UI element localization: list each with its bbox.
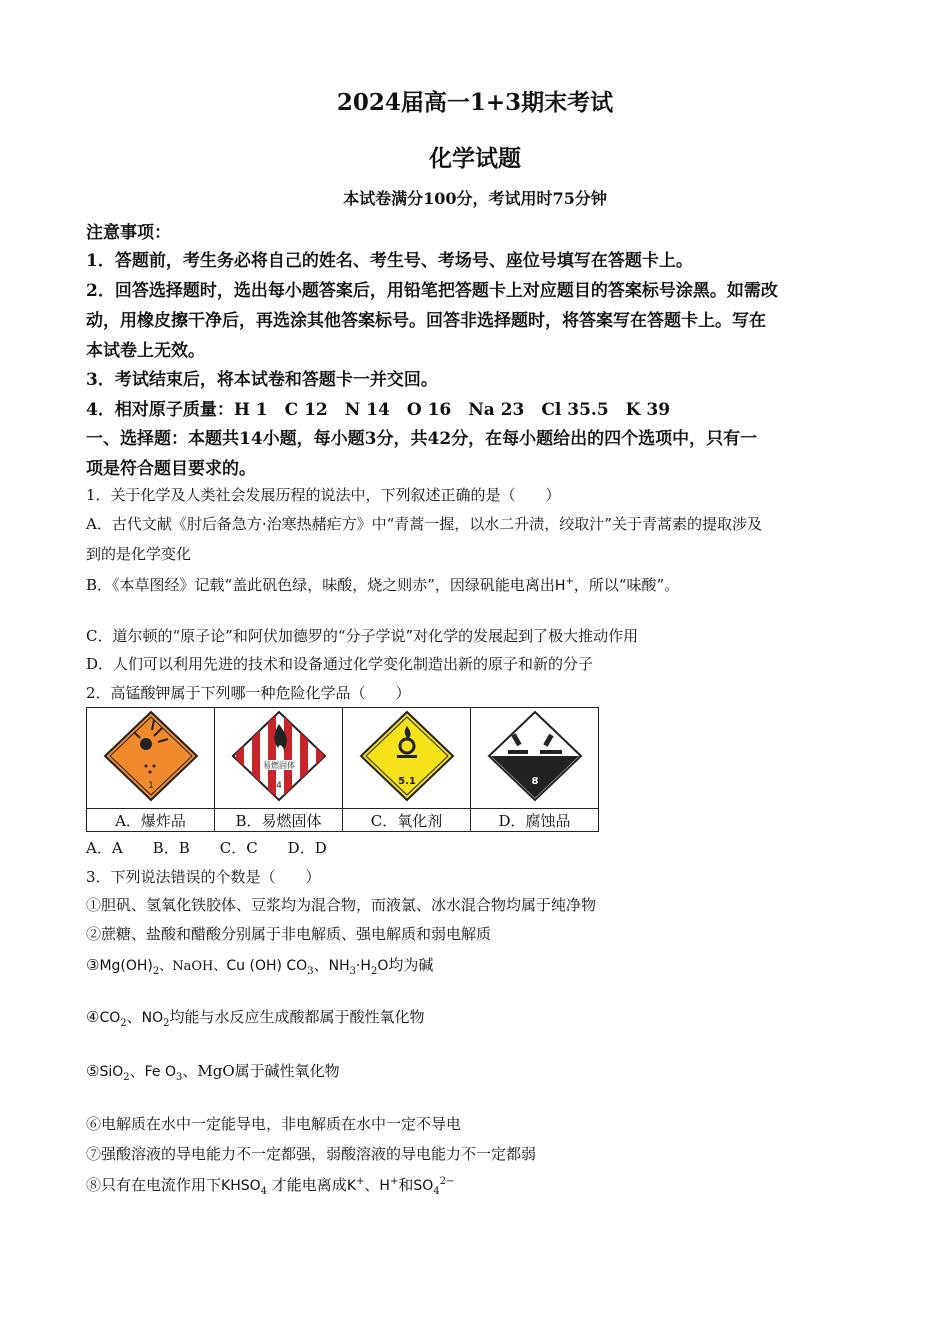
- q3-statement-5: ⑤SiO$_2$、Fe $O_3$、MgO属于碱性氧化物: [86, 1062, 340, 1083]
- svg-text:4: 4: [275, 781, 282, 791]
- formula-no2: NO: [141, 1010, 164, 1026]
- note-1: 1．答题前，考生务必将自己的姓名、考生号、考场号、座位号填写在答题卡上。: [86, 251, 693, 271]
- note-3: 3．考试结束后，将本试卷和答题卡一并交回。: [86, 370, 438, 390]
- s3-end: 均为碱: [388, 956, 434, 974]
- q3-statement-7: ⑦强酸溶液的导电能力不一定都强，弱酸溶液的导电能力不一定都弱: [86, 1145, 537, 1163]
- s3-mid1: 、NaOH、: [159, 959, 227, 974]
- q1-option-a-1: A．古代文献《肘后备急方·治寒热赭疟方》中“青蒿一握，以水二升渍，绞取汁”关于青蒿素的提取涉及: [86, 515, 762, 533]
- caption-c: C．氧化剂: [343, 809, 471, 832]
- formula-cu2oh2co3: Cu (OH) CO: [226, 958, 308, 974]
- q3-statement-2: ②蔗糖、盐酸和醋酸分别属于非电解质、强电解质和弱电解质: [86, 925, 492, 943]
- s8-pre: ⑧只有在电流作用下: [86, 1176, 222, 1194]
- flammable-icon: [224, 708, 334, 804]
- caption-d: D．腐蚀品: [471, 809, 599, 832]
- oxidizer-sign: [343, 708, 471, 809]
- q1-b-tail: ，所以“味酸”。: [573, 576, 680, 594]
- q3-statement-6: ⑥电解质在水中一定能导电，非电解质在水中一定不导电: [86, 1115, 462, 1133]
- explosive-sign: [87, 708, 215, 809]
- q1-option-b: B．《本草图经》记载“盖此矾色绿，味酸，烧之则赤”，因绿矾能电离出H+，所以“味酸”。: [86, 576, 680, 594]
- q3-statement-8: ⑧只有在电流作用下$KHSO_4$ 才能电离成K+、H+和$SO_4^{2-}$: [86, 1176, 455, 1197]
- s8-mid: 才能电离成: [271, 1176, 347, 1194]
- formula-fe2o3: Fe O: [144, 1064, 177, 1080]
- h-ion-2: H: [379, 1178, 390, 1194]
- section1-b: 项是符合题目要求的。: [86, 459, 256, 479]
- caption-a: A．爆炸品: [87, 809, 215, 832]
- notes-heading: 注意事项：: [86, 223, 171, 243]
- q1-option-a-2: 到的是化学变化: [86, 545, 192, 563]
- note-2a: 2．回答选择题时，选出每小题答案后，用铅笔把答题卡上对应题目的答案标号涂黑。如需改: [86, 281, 778, 301]
- section1-a: 一、选择题：本题共14小题，每小题3分，共42分，在每小题给出的四个选项中，只有一: [86, 429, 758, 449]
- oxidizer-icon: [352, 708, 462, 804]
- q2-stem: 2．高锰酸钾属于下列哪一种危险化学品（ ）: [86, 684, 411, 702]
- s8-and: 和: [398, 1176, 414, 1194]
- exam-title: 2024届高一1+3期末考试: [336, 89, 614, 116]
- q2-options: A．A B．B C．C D．D: [86, 839, 327, 857]
- subject-title: 化学试题: [429, 145, 521, 172]
- q1-b-text: B．《本草图经》记载“盖此矾色绿，味酸，烧之则赤”，因绿矾能电离出: [86, 576, 555, 594]
- q3-stem: 3．下列说法错误的个数是（ ）: [86, 868, 321, 886]
- note-4: 4．相对原子质量：H 1 C 12 N 14 O 16 Na 23 Cl 35.5 K 39: [86, 400, 671, 420]
- s3-prefix: ③: [86, 956, 100, 974]
- svg-text:8: 8: [531, 776, 538, 787]
- q1-option-c: C．道尔顿的“原子论”和阿伏加德罗的“分子学说”对化学的发展起到了极大推动作用: [86, 627, 639, 645]
- formula-khso4: KHSO: [221, 1178, 261, 1194]
- flammable-solid-sign: [215, 708, 343, 809]
- q1-option-d: D．人们可以利用先进的技术和设备通过化学变化制造出新的原子和新的分子: [86, 655, 594, 673]
- h-ion: H: [554, 578, 566, 594]
- q1-stem: 1．关于化学及人类社会发展历程的说法中，下列叙述正确的是（ ）: [86, 486, 561, 504]
- s3-mid2: 、: [313, 956, 329, 974]
- q3-statement-4: $④CO_2$、$NO_2$均能与水反应生成酸都属于酸性氧化物: [86, 1008, 425, 1029]
- q3-statement-3: $③Mg(OH)_2$、NaOH、Cu (OH) $CO_3$、$NH_3\cdot H_2O$均为碱: [86, 956, 434, 977]
- s4-mid: 、: [126, 1008, 142, 1026]
- s5-end: 、MgO属于碱性氧化物: [182, 1062, 340, 1080]
- k-ion: K: [346, 1178, 356, 1194]
- note-2c: 本试卷上无效。: [86, 341, 205, 361]
- formula-mgoh2: Mg(OH): [99, 958, 153, 974]
- s4-prefix: ④: [86, 1008, 100, 1026]
- caption-b: B．易燃固体: [215, 809, 343, 832]
- corrosive-icon: [480, 708, 590, 804]
- s8-sep: 、: [364, 1176, 380, 1194]
- exam-info: 本试卷满分100分，考试用时75分钟: [343, 189, 607, 208]
- sulfate-ion: SO: [413, 1178, 434, 1194]
- formula-sio2: SiO: [99, 1064, 124, 1080]
- formula-nh3h2o: NH: [328, 958, 350, 974]
- formula-co2: CO: [99, 1010, 121, 1026]
- hazard-sign-table: [86, 707, 599, 832]
- s5-prefix: ⑤: [86, 1062, 100, 1080]
- q3-statement-1: ①胆矾、氢氧化铁胶体、豆浆均为混合物，而液氯、冰水混合物均属于纯净物: [86, 896, 597, 914]
- note-2b: 动，用橡皮擦干净后，再选涂其他答案标号。回答非选择题时，将答案写在答题卡上。写在: [86, 311, 766, 331]
- svg-text:1: 1: [147, 781, 154, 791]
- svg-text:5.1: 5.1: [397, 776, 416, 787]
- s5-mid: 、: [129, 1062, 145, 1080]
- explosive-icon: [96, 708, 206, 804]
- s4-end: 均能与水反应生成酸都属于酸性氧化物: [169, 1008, 425, 1026]
- corrosive-sign: [471, 708, 599, 809]
- svg-text:易燃固体: 易燃固体: [262, 761, 295, 770]
